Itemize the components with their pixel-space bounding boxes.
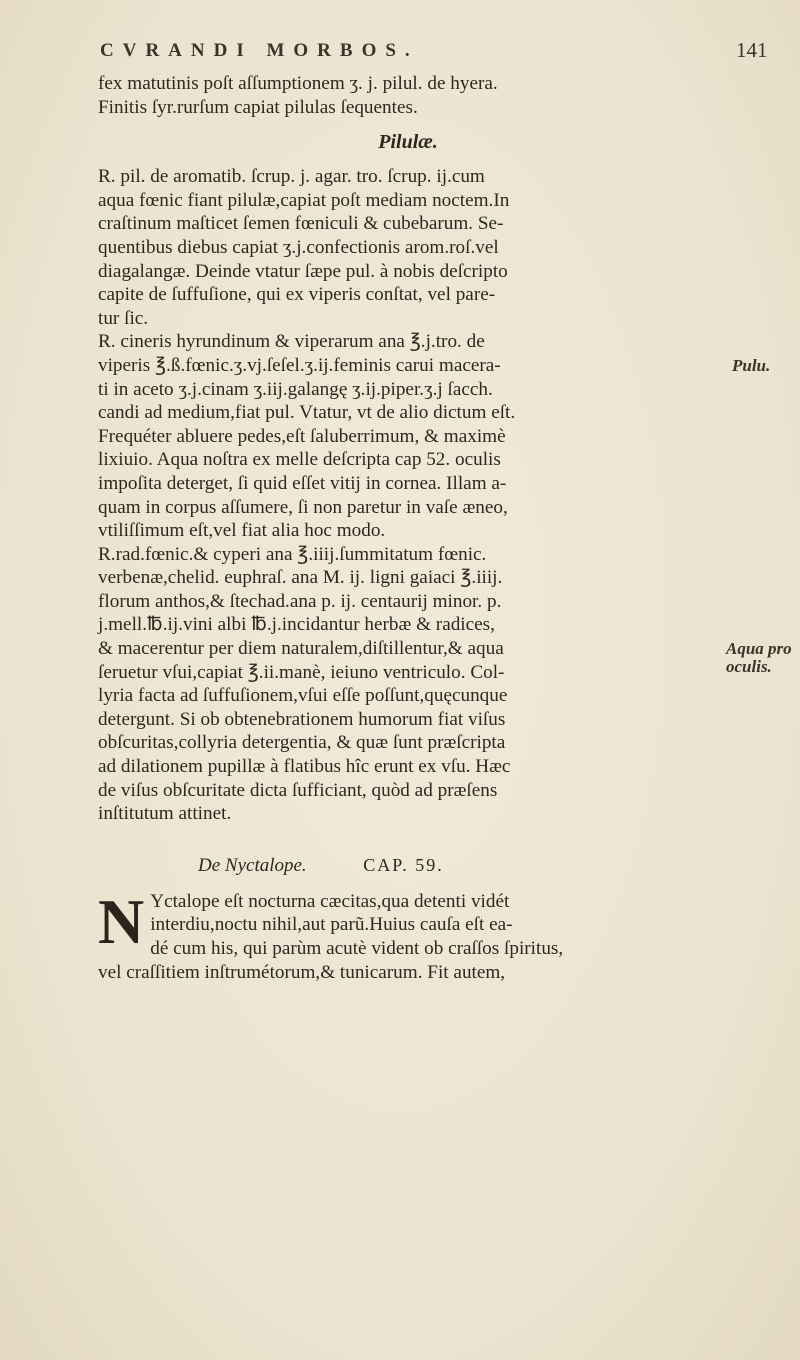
text-line: dé cum his, qui parùm acutè vident ob craſſos ſpiritus,	[150, 938, 564, 959]
text-line: vtiliſſimum eſt,vel fiat alia hoc modo.	[98, 520, 386, 542]
text-line: craſtinum maſticet ſemen fœniculi & cubebarum. Se-	[98, 213, 504, 235]
text-line: tur ſic.	[98, 307, 149, 329]
text-line: interdiu,noctu nihil,aut parũ.Huius cauſa eſt ea-	[150, 914, 513, 936]
text-line: obſcuritas,collyria detergentia, & quæ ſunt præſcripta	[98, 732, 506, 754]
margin-note-aqua	[726, 640, 798, 676]
text-line: aqua fœnic fiant pilulæ,capiat poſt mediam noctem.In	[98, 189, 510, 211]
text-line: viperis ℥.ß.fœnic.ʒ.vj.ſeſel.ʒ.ij.feminis carui macera-	[98, 354, 501, 376]
text-line: ſeruetur vſui,capiat ℥.ii.manè, ieiuno ventriculo. Col-	[98, 661, 505, 683]
margin-note-pulu: Pulu.	[732, 356, 771, 375]
margin-note-aqua-text: Aqua pro oculis.	[726, 639, 792, 676]
body-text	[98, 72, 718, 984]
text-line: R. pil. de aromatib. ſcrup. j. agar. tro. ſcrup. ij.cum	[98, 166, 485, 188]
running-title: CVRANDI MORBOS.	[100, 40, 419, 61]
text-line: vel craſſitiem inſtrumétorum,& tunicarum. Fit autem,	[98, 961, 506, 983]
section-heading: Pilulæ.	[378, 131, 438, 154]
text-line: R. cineris hyrundinum & viperarum ana ℥.j.tro. de	[98, 331, 485, 353]
text-line: inſtitutum attinet.	[98, 803, 232, 825]
chapter-paragraph	[98, 885, 718, 984]
text-line: candi ad medium,fiat pul. Vtatur, vt de alio dictum eſt.	[98, 402, 516, 424]
text-line: de viſus obſcuritate dicta ſufficiant, quòd ad præſens	[98, 779, 498, 801]
text-line: impoſita deterget, ſi quid eſſet vitij in cornea. Illam a-	[98, 472, 507, 494]
text-line: quentibus diebus capiat ʒ.j.confectionis arom.roſ.vel	[98, 236, 499, 258]
chapter-title: De Nyctalope.	[198, 854, 307, 876]
text-line: detergunt. Si ob obtenebrationem humorum fiat viſus	[98, 708, 506, 730]
text-line: florum anthos,& ſtechad.ana p. ij. centaurij minor. p.	[98, 590, 502, 612]
text-line: lixiuio. Aqua noſtra ex melle deſcripta cap 52. oculis	[98, 449, 501, 471]
text-line: R.rad.fœnic.& cyperi ana ℥.iiij.ſummitatum fœnic.	[98, 543, 487, 565]
page-number: 141	[736, 38, 768, 62]
text-line: ti in aceto ʒ.j.cinam ʒ.iij.galangę ʒ.ij.piper.ʒ.j ſacch.	[98, 378, 493, 400]
text-line: capite de ſuffuſione, qui ex viperis conſtat, vel pare-	[98, 284, 496, 306]
text-line: lyria facta ad ſuffuſionem,vſui eſſe poſſunt,quęcunque	[98, 685, 508, 707]
text-line: j.mell.℔.ij.vini albi ℔.j.incidantur herbæ & radices,	[98, 614, 495, 636]
drop-cap: N	[98, 885, 145, 957]
text-line: ad dilationem pupillæ à flatibus hîc erunt ex vſu. Hæc	[98, 756, 511, 778]
text-line: Frequéter abluere pedes,eſt ſaluberrimum, & maximè	[98, 425, 506, 447]
text-line: Finitis ſyr.rurſum capiat pilulas ſequentes.	[98, 96, 418, 118]
text-line: diagalangæ. Deinde vtatur ſæpe pul. à nobis deſcripto	[98, 260, 508, 282]
text-line: & macerentur per diem naturalem,diſtillentur,& aqua	[98, 638, 504, 660]
chapter-number: CAP. 59.	[363, 854, 444, 875]
text-line: quam in corpus aſſumere, ſi non paretur in vaſe æneo,	[98, 496, 508, 518]
text-line: fex matutinis poſt aſſumptionem ʒ. j. pilul. de hyera.	[98, 73, 498, 94]
text-line: Yctalope eſt nocturna cæcitas,qua detenti vidét	[150, 890, 510, 912]
text-line: verbenæ,chelid. euphraſ. ana M. ij. ligni gaiaci ℥.iiij.	[98, 567, 503, 589]
chapter-heading	[98, 840, 718, 890]
